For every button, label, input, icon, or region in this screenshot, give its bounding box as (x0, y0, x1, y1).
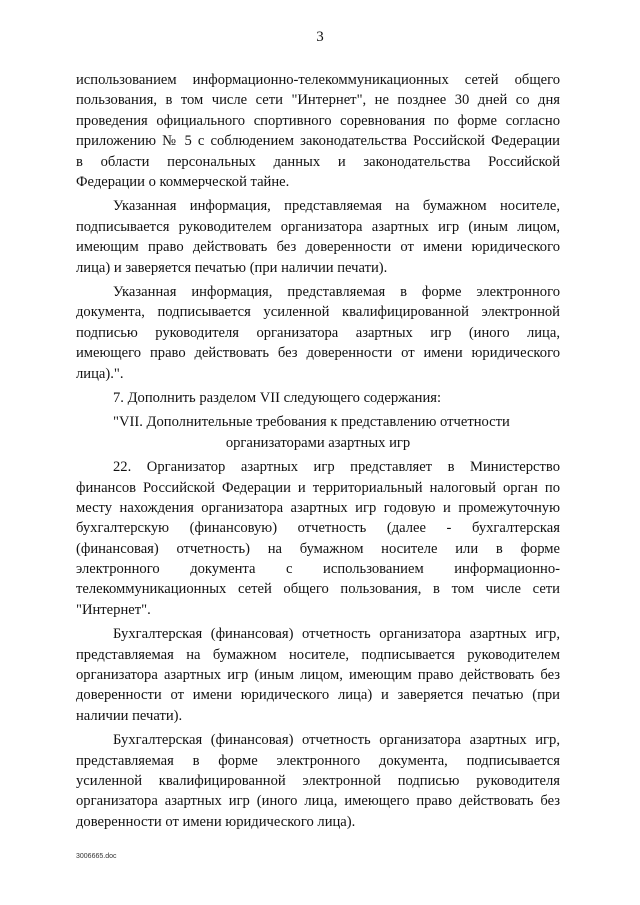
text-line: доверенности от имени юридического лица) и заверяется печатью (при (76, 687, 560, 704)
text-line: организаторами азартных игр (225, 434, 411, 451)
text-line: доверенности от имени юридического лица). (76, 813, 356, 830)
text-line: "Интернет". (76, 601, 151, 618)
paragraph (76, 70, 560, 192)
text-line: имеющего право действовать без доверенности от имени юридического (76, 345, 560, 362)
text-line: наличии печати). (76, 707, 183, 724)
text-line: использованием информационно-телекоммуникационных сетей общего (76, 72, 560, 88)
text-line: месту нахождения организатора азартных игр годовую и промежуточную (76, 499, 560, 516)
text-line: электронного документа с использованием информационно- (76, 561, 560, 578)
text-line: телекоммуникационных сетей общего пользования, в том числе сети (76, 581, 560, 598)
text-line: Бухгалтерская (финансовая) отчетность организатора азартных игр, (113, 626, 560, 643)
text-line: представляемая на бумажном носителе, подписывается руководителем (76, 646, 560, 663)
text-line: Указанная информация, представляемая в форме электронного (113, 283, 560, 300)
text-line: подписывается руководителем организатора азартных игр (иным лицом, (76, 218, 560, 235)
text-line: финансов Российской Федерации и территориальный налоговый орган по (76, 479, 560, 496)
section-heading (76, 412, 560, 453)
text-line: представляемая в форме электронного документа, подписывается (76, 752, 560, 769)
text-line: организатора азартных игр (иного лица, имеющего право действовать без (76, 793, 560, 810)
text-line: подписью руководителя организатора азартных игр (иного лица, (76, 324, 560, 341)
text-line: Указанная информация, представляемая на бумажном носителе, (113, 198, 560, 215)
text-line: "VII. Дополнительные требования к представлению отчетности (113, 414, 510, 431)
document-body (76, 70, 560, 832)
paragraph (76, 282, 560, 384)
text-line: пользования, в том числе сети "Интернет", не позднее 30 дней со дня (76, 92, 560, 109)
text-line: 22. Организатор азартных игр представляет в Министерство (113, 459, 560, 476)
text-line: Бухгалтерская (финансовая) отчетность организатора азартных игр, (113, 732, 560, 749)
text-line: бухгалтерскую (финансовую) отчетность (далее - бухгалтерская (76, 520, 560, 537)
paragraph (76, 196, 560, 278)
page-number: 3 (316, 29, 324, 45)
text-line: (финансовая) отчетность) на бумажном носителе или в форме (76, 540, 560, 557)
paragraph (76, 624, 560, 726)
text-line: 7. Дополнить разделом VII следующего содержания: (113, 389, 442, 406)
text-line: проведения официального спортивного соревнования по форме согласно (76, 112, 560, 129)
text-line: документа, подписывается усиленной квалифицированной электронной (76, 304, 560, 321)
paragraph (76, 457, 560, 620)
text-line: лица) и заверяется печатью (при наличии печати). (76, 259, 388, 276)
text-line: приложению № 5 с соблюдением законодательства Российской Федерации (76, 133, 560, 150)
text-line: Федерации о коммерческой тайне. (76, 173, 290, 190)
text-line: организатора азартных игр (иным лицом, имеющим право действовать без (76, 667, 560, 684)
document-file-code: 3006665.doc (76, 853, 117, 860)
text-line: в области персональных данных и законодательства Российской (76, 153, 560, 170)
paragraph (76, 730, 560, 832)
paragraph (76, 388, 560, 408)
text-line: имеющим право действовать без доверенности от имени юридического (76, 239, 560, 256)
text-line: лица).". (76, 365, 124, 382)
text-line: усиленной квалифицированной электронной подписью руководителя (76, 773, 560, 790)
